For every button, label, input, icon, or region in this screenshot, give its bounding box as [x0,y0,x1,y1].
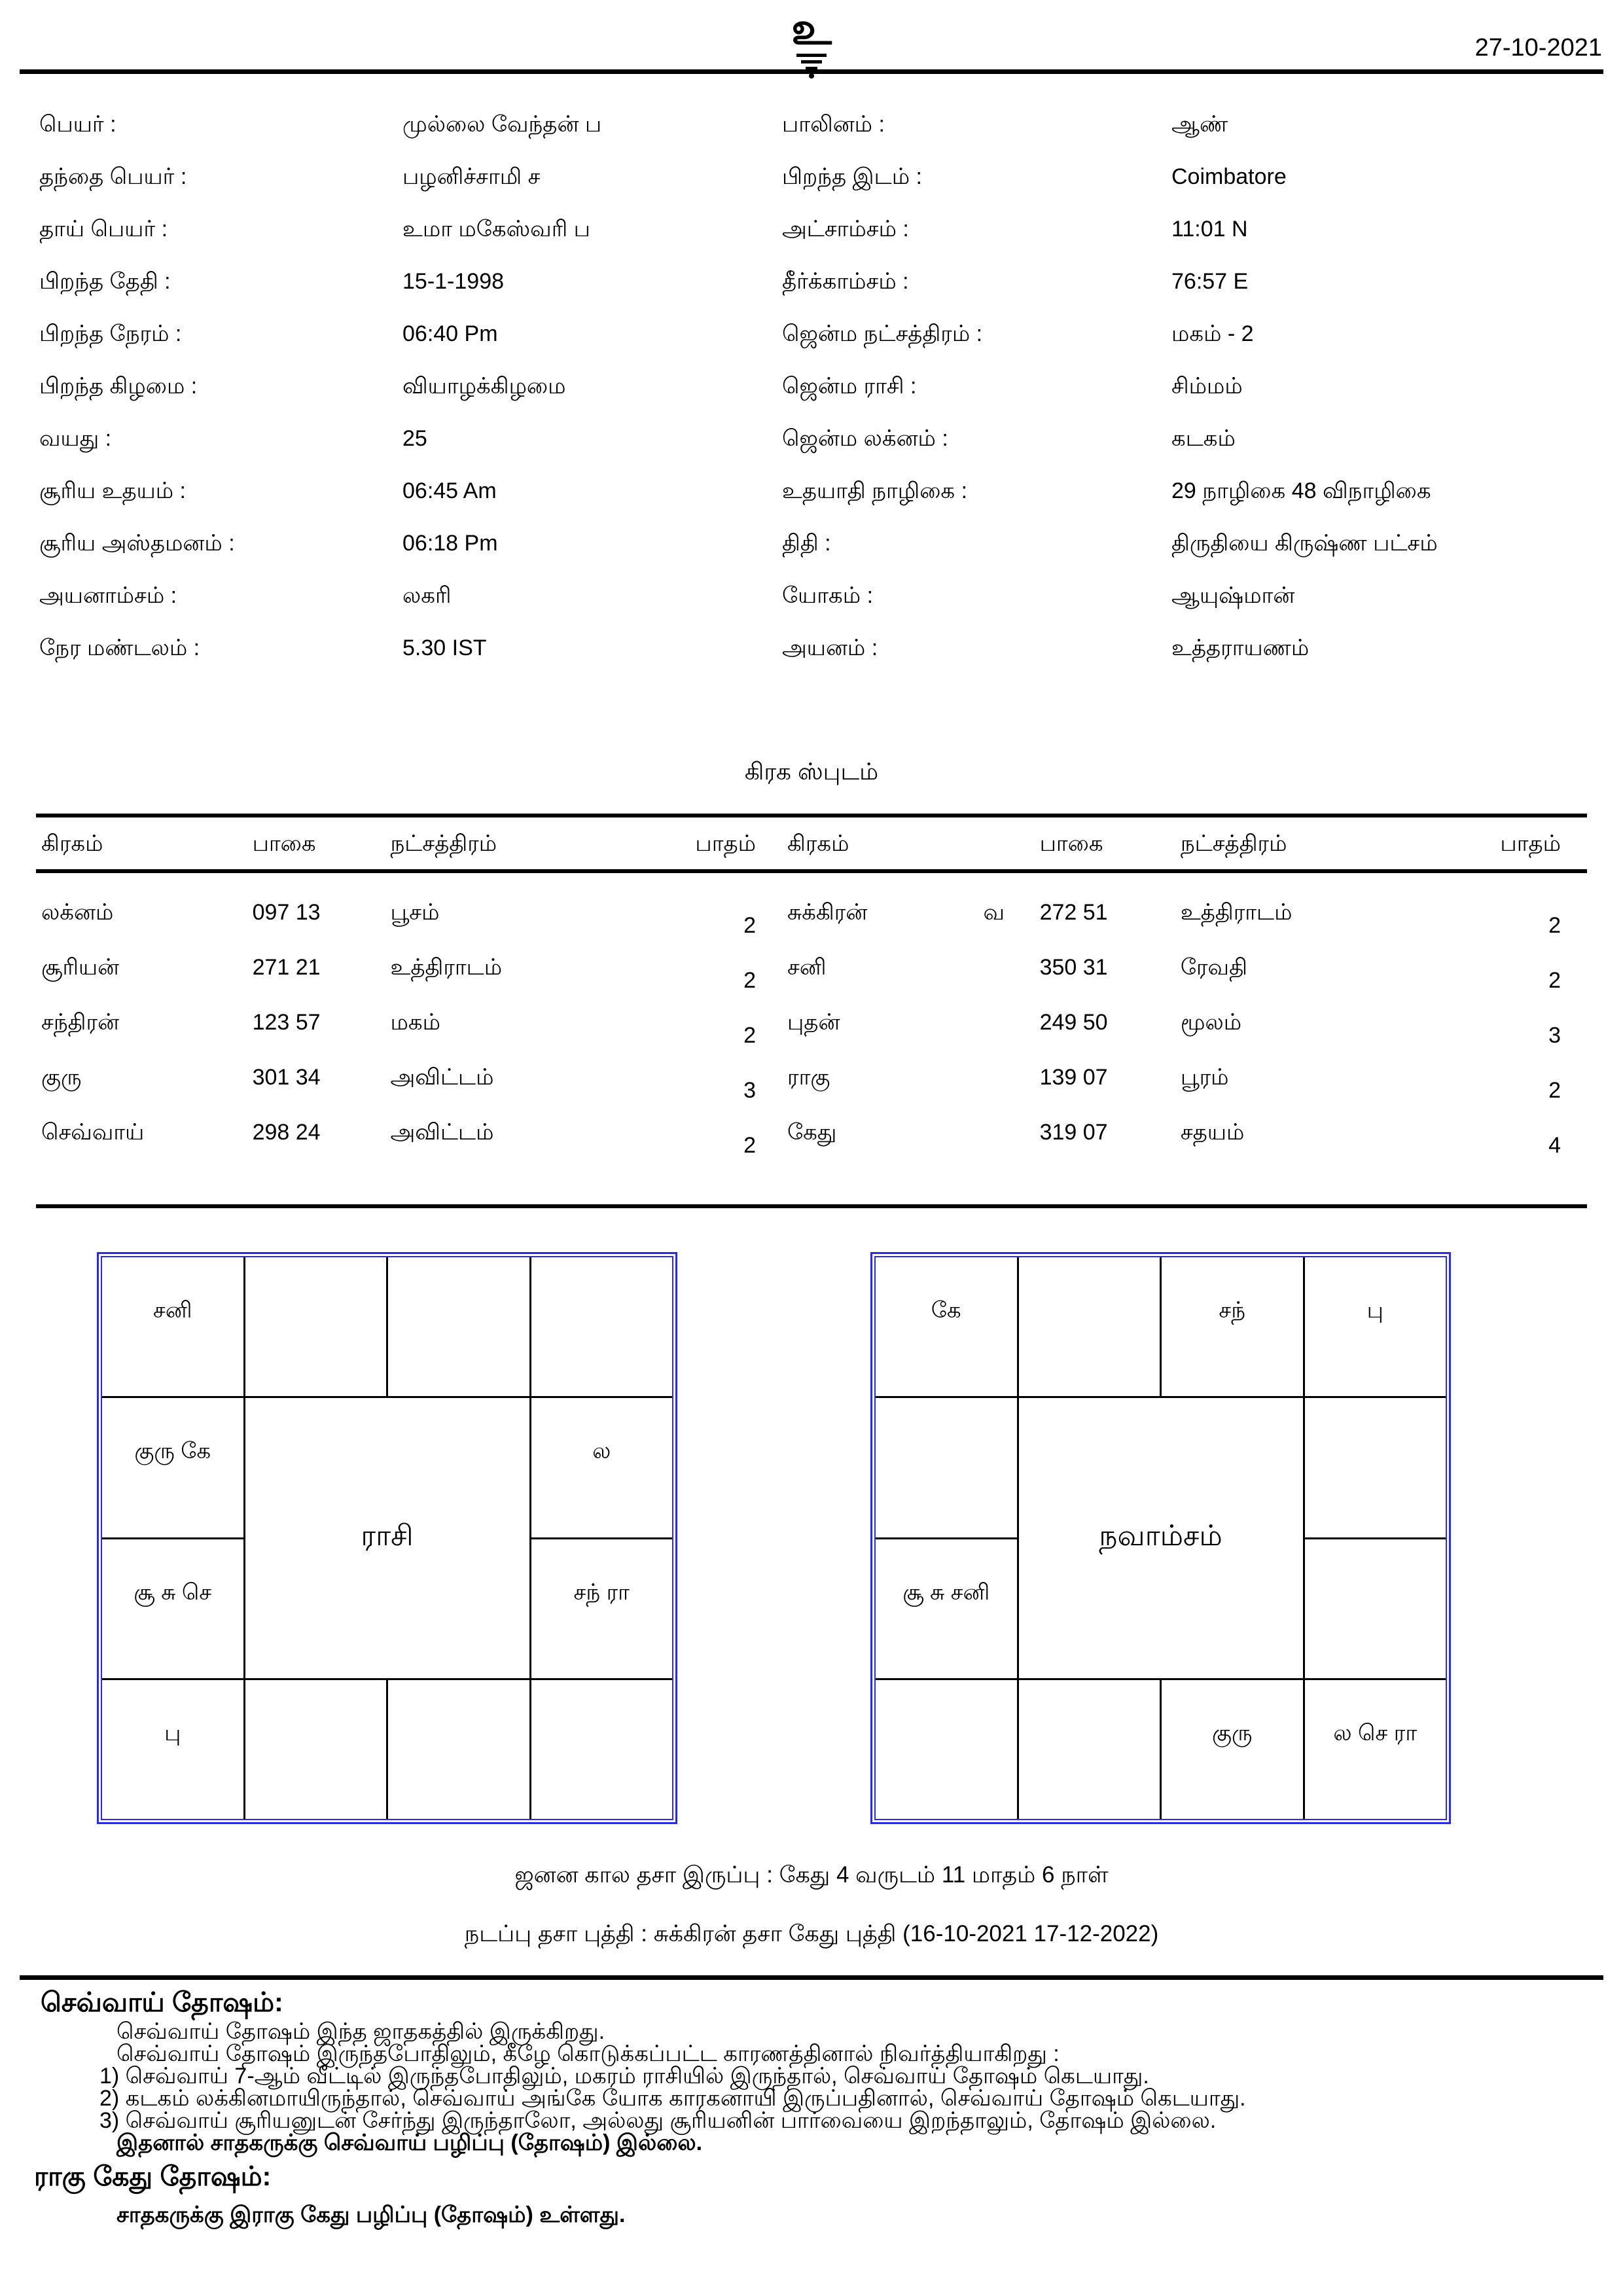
cell-pagai: 123 57 [252,1010,321,1035]
detail-label: திதி : [782,531,831,556]
cell-retro [984,1050,1040,1105]
navamsam-cell: சந் [1162,1257,1303,1396]
cell-graham: கேது [787,1120,837,1145]
navamsam-cell [1019,1680,1160,1819]
details-row [0,360,1623,412]
cell-patham: 2 [743,1133,756,1158]
col-header-graham: கிரகம் [787,831,849,856]
chevvai-dosham-heading: செவ்வாய் தோஷம்: [41,1987,283,2017]
detail-value: உமா மகேஸ்வரி ப [402,217,590,242]
detail-value: 5.30 IST [402,636,487,660]
details-row [0,412,1623,465]
rasi-cell: குரு கே [102,1398,243,1537]
pillaiyar-suzhi-symbol [0,4,1623,79]
rasi-cell [531,1257,673,1396]
cell-pagai: 319 07 [1039,1120,1108,1145]
col-header-graham: கிரகம் [41,831,103,856]
chevvai-dosham-reason: 2) கடகம் லக்கினமாயிருந்தால், செவ்வாய் அங்கே யோக காரகனாயி இருப்பதினால், செவ்வாய் தோஷம் கெடயாது. [99,2086,1246,2111]
cell-graham: லக்னம் [41,900,114,925]
rasi-cell [245,1680,387,1819]
detail-label: அட்சாம்சம் : [782,217,909,242]
detail-value: கடகம் [1171,426,1236,451]
detail-value: 11:01 N [1171,217,1248,242]
detail-label: தாய் பெயர் : [39,217,168,242]
cell-patham: 2 [743,968,756,993]
detail-value: வியாழக்கிழமை [402,374,566,399]
chevvai-dosham-line: செவ்வாய் தோஷம் இந்த ஜாதகத்தில் இருக்கிறது. [116,2019,605,2044]
rasi-cell: சந் ரா [531,1539,673,1678]
cell-graham: சனி [787,955,827,980]
table-row [36,940,1587,995]
details-row [0,255,1623,308]
cell-pagai: 139 07 [1039,1065,1108,1090]
navamsam-cell: ல செ ரா [1305,1680,1446,1819]
pillaiyar-suzhi-glyph: உ [791,4,832,54]
details-row [0,203,1623,255]
rahu-ketu-dosham-conclusion: சாதகருக்கு இராகு கேது பழிப்பு (தோஷம்) உள்ளது. [116,2202,626,2227]
symbol-underline-2 [801,60,822,63]
cell-natchathiram: பூரம் [1180,1065,1229,1090]
detail-value: 06:45 Am [402,478,497,503]
detail-label: வயது : [39,426,112,451]
col-header-natchathiram: நட்சத்திரம் [1180,831,1287,856]
cell-natchathiram: மூலம் [1180,1010,1242,1035]
cell-natchathiram: அவிட்டம் [390,1065,494,1090]
symbol-dot [809,73,814,79]
navamsam-cell: கே [876,1257,1017,1396]
detail-label: சூரிய அஸ்தமனம் : [39,531,235,556]
cell-patham: 2 [1548,913,1561,938]
detail-value: பழனிச்சாமி ச [402,164,541,189]
table-row [36,1050,1587,1105]
cell-patham: 2 [1548,1078,1561,1103]
col-header-patham: பாதம் [695,831,756,856]
details-row [0,569,1623,622]
chevvai-dosham-conclusion: இதனால் சாதகருக்கு செவ்வாய் பழிப்பு (தோஷம்) இல்லை. [116,2130,703,2155]
cell-graham: செவ்வாய் [41,1120,145,1145]
details-row [0,622,1623,674]
detail-label: சூரிய உதயம் : [39,478,187,503]
detail-value: சிம்மம் [1171,374,1243,399]
cell-retro: வ [983,900,1005,925]
navamsam-cell: பு [1305,1257,1446,1396]
cell-pagai: 097 13 [252,900,321,925]
cell-pagai: 350 31 [1039,955,1108,980]
detail-label: பிறந்த தேதி : [39,269,171,294]
detail-value: உத்தராயணம் [1171,636,1310,660]
navamsam-cell [876,1398,1017,1537]
navamsam-cell [876,1680,1017,1819]
table-bottom-border [36,1204,1587,1208]
rasi-cell: சனி [102,1257,243,1396]
cell-graham: குரு [41,1065,82,1090]
cell-natchathiram: உத்திராடம் [390,955,503,980]
cell-pagai: 249 50 [1039,1010,1108,1035]
col-header-patham: பாதம் [1500,831,1561,856]
detail-value: 06:18 Pm [402,531,498,556]
details-row [0,98,1623,151]
cell-pagai: 301 34 [252,1065,321,1090]
cell-patham: 4 [1548,1133,1561,1158]
cell-patham: 2 [743,1023,756,1048]
details-row [0,517,1623,569]
detail-value: திருதியை கிருஷ்ண பட்சம் [1171,531,1438,556]
cell-graham: சந்திரன் [41,1010,120,1035]
cell-patham: 2 [1548,968,1561,993]
navamsam-cell [1305,1539,1446,1678]
rasi-cell [531,1680,673,1819]
chevvai-dosham-line: செவ்வாய் தோஷம் இருந்தபோதிலும், கீழே கொடுக்கப்பட்ட காரணத்தினால் நிவர்த்தியாகிறது : [116,2041,1060,2066]
cell-natchathiram: பூசம் [390,900,440,925]
rahu-ketu-dosham-heading: ராகு கேது தோஷம்: [34,2161,272,2191]
navamsam-cell [1019,1257,1160,1396]
dasa-divider [20,1975,1603,1980]
detail-label: பெயர் : [39,112,116,137]
chevvai-dosham-reason: 3) செவ்வாய் சூரியனுடன் சேர்ந்து இருந்தாலோ, அல்லது சூரியனின் பார்வையை இறந்தாலும், தோஷம் இல்லை. [99,2108,1217,2133]
cell-natchathiram: சதயம் [1180,1120,1245,1145]
detail-value: ஆயுஷ்மான் [1171,583,1295,608]
detail-value: Coimbatore [1171,164,1287,189]
navamsam-cell: சூ சு சனி [876,1539,1017,1678]
detail-label: அயனாம்சம் : [39,583,177,608]
cell-pagai: 271 21 [252,955,321,980]
detail-label: யோகம் : [782,583,874,608]
navamsam-cell [1305,1398,1446,1537]
detail-label: பாலினம் : [782,112,885,137]
cell-retro [984,1105,1040,1160]
detail-label: பிறந்த கிழமை : [39,374,198,399]
current-dasa-line: நடப்பு தசா புத்தி : சுக்கிரன் தசா கேது புத்தி (16-10-2021 17-12-2022) [464,1921,1159,1946]
details-row [0,151,1623,203]
cell-graham: சூரியன் [41,955,120,980]
table-row [36,1105,1587,1160]
table-row [36,885,1587,940]
detail-label: ஜென்ம ராசி : [782,374,917,399]
col-header-natchathiram: நட்சத்திரம் [390,831,497,856]
rasi-chart-title: ராசி [245,1398,529,1678]
cell-patham: 2 [743,913,756,938]
detail-label: தீர்க்காம்சம் : [782,269,909,294]
detail-value: 25 [402,426,427,451]
rasi-cell: சூ சு செ [102,1539,243,1678]
table-header-border [36,869,1587,873]
detail-value: மகம் - 2 [1171,321,1254,346]
col-header-retro [984,818,1040,869]
cell-retro [984,995,1040,1050]
detail-label: தந்தை பெயர் : [39,164,187,189]
detail-value: 15-1-1998 [402,269,505,294]
detail-label: பிறந்த நேரம் : [39,321,182,346]
col-header-pagai: பாகை [252,831,316,856]
rasi-cell [245,1257,387,1396]
cell-graham: ராகு [787,1065,830,1090]
rasi-cell [388,1257,529,1396]
detail-label: நேர மண்டலம் : [39,636,200,660]
details-row [0,308,1623,360]
cell-graham: புதன் [787,1010,840,1035]
detail-value: 29 நாழிகை 48 விநாழிகை [1171,478,1431,503]
symbol-underline-1 [796,54,827,57]
janana-dasa-line: ஜனன கால தசா இருப்பு : கேது 4 வருடம் 11 மாதம் 6 நாள் [514,1862,1109,1888]
detail-value: 06:40 Pm [402,321,498,346]
cell-patham: 3 [1548,1023,1561,1048]
detail-label: ஜென்ம லக்னம் : [782,426,948,451]
cell-pagai: 272 51 [1039,900,1108,925]
details-row [0,465,1623,517]
chevvai-dosham-reason: 1) செவ்வாய் 7-ஆம் வீட்டில் இருந்தபோதிலும், மகரம் ராசியில் இருந்தால், செவ்வாய் தோஷம் கெடயாது. [99,2064,1149,2089]
cell-natchathiram: உத்திராடம் [1180,900,1293,925]
detail-label: பிறந்த இடம் : [782,164,922,189]
rasi-cell: பு [102,1680,243,1819]
navamsam-chart-title: நவாம்சம் [1019,1398,1303,1678]
table-top-border [36,814,1587,817]
detail-label: அயனம் : [782,636,878,660]
header-divider [20,69,1603,74]
detail-label: உதயாதி நாழிகை : [782,478,968,503]
detail-value: ஆண் [1171,112,1228,137]
navamsam-cell: குரு [1162,1680,1303,1819]
cell-retro [984,940,1040,995]
col-header-pagai: பாகை [1039,831,1103,856]
navamsam-chart [870,1252,1451,1824]
graha-table-header [36,818,1587,869]
detail-label: ஜென்ம நட்சத்திரம் : [782,321,983,346]
table-row [36,995,1587,1050]
cell-graham: சுக்கிரன் [787,900,868,925]
detail-value: லகரி [402,583,452,608]
rasi-chart [97,1252,677,1824]
cell-natchathiram: அவிட்டம் [390,1120,494,1145]
cell-natchathiram: ரேவதி [1180,955,1247,980]
rasi-cell: ல [531,1398,673,1537]
cell-pagai: 298 24 [252,1120,321,1145]
graha-table-title: கிரக ஸ்புடம் [744,758,879,785]
report-date: 27-10-2021 [1474,34,1602,62]
detail-value: முல்லை வேந்தன் ப [402,112,602,137]
detail-value: 76:57 E [1171,269,1249,294]
cell-natchathiram: மகம் [390,1010,440,1035]
cell-patham: 3 [743,1078,756,1103]
rasi-cell [388,1680,529,1819]
